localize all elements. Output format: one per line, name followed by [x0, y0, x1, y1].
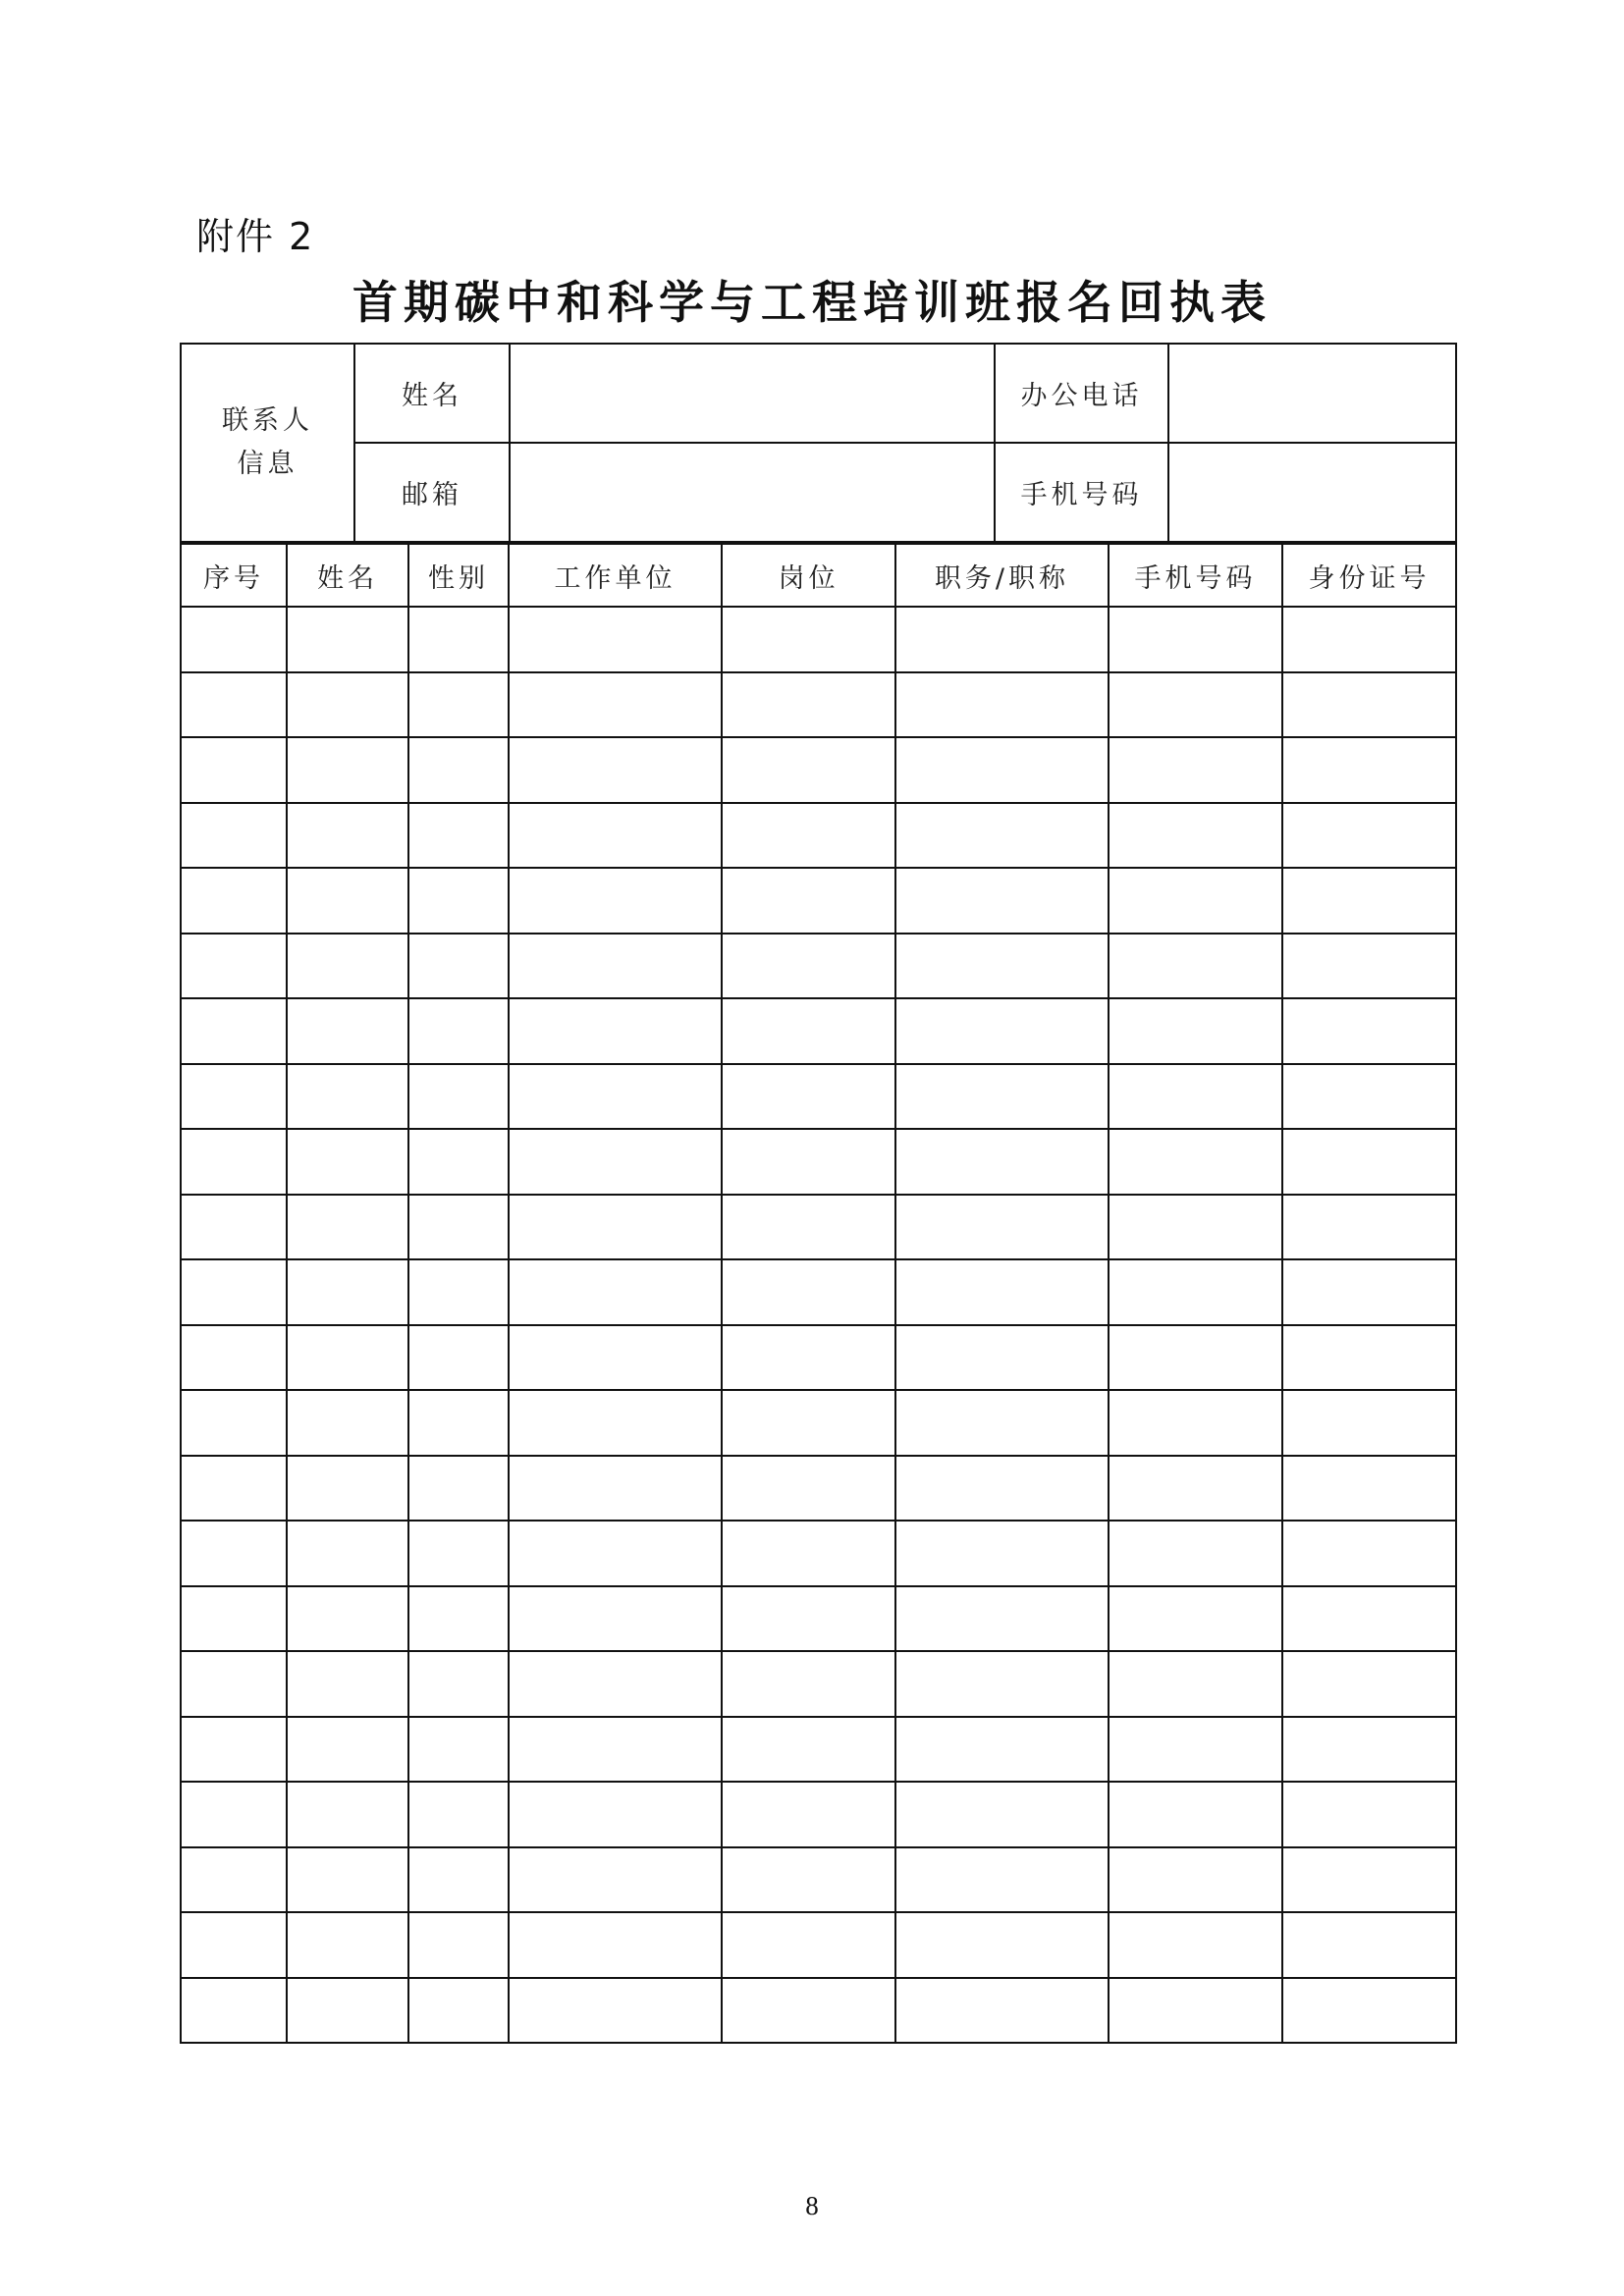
table-cell[interactable] — [181, 1259, 287, 1325]
table-cell[interactable] — [1282, 737, 1456, 803]
table-cell[interactable] — [408, 1195, 509, 1260]
table-cell[interactable] — [287, 737, 408, 803]
table-cell[interactable] — [1282, 1195, 1456, 1260]
table-cell[interactable] — [722, 1912, 895, 1978]
table-cell[interactable] — [287, 1129, 408, 1195]
table-cell[interactable] — [287, 607, 408, 672]
table-cell[interactable] — [1109, 1390, 1282, 1456]
table-cell[interactable] — [722, 1325, 895, 1391]
table-cell[interactable] — [895, 1847, 1109, 1913]
table-cell[interactable] — [1109, 803, 1282, 869]
table-cell[interactable] — [895, 803, 1109, 869]
table-cell[interactable] — [722, 868, 895, 934]
form-title: 首期碳中和科学与工程培训班报名回执表 — [352, 276, 1272, 329]
table-row — [181, 1129, 1456, 1195]
table-row — [181, 934, 1456, 999]
table-row — [181, 1259, 1456, 1325]
table-row — [181, 998, 1456, 1064]
table-cell[interactable] — [287, 1259, 408, 1325]
table-cell[interactable] — [1282, 1521, 1456, 1586]
table-cell[interactable] — [722, 1782, 895, 1847]
table-cell[interactable] — [1282, 1390, 1456, 1456]
table-row — [181, 672, 1456, 738]
table-row — [181, 1456, 1456, 1522]
table-cell[interactable] — [287, 1847, 408, 1913]
table-cell[interactable] — [509, 1847, 722, 1913]
table-cell[interactable] — [1109, 1847, 1282, 1913]
col-header-position: 岗位 — [722, 544, 895, 607]
table-cell[interactable] — [408, 1325, 509, 1391]
table-cell[interactable] — [181, 1978, 287, 2044]
table-cell[interactable] — [722, 607, 895, 672]
col-header-title: 职务/职称 — [895, 544, 1109, 607]
col-header-id-number: 身份证号 — [1282, 544, 1456, 607]
table-row — [181, 1325, 1456, 1391]
table-header-row — [181, 544, 1456, 607]
table-row — [181, 1521, 1456, 1586]
table-cell[interactable] — [509, 737, 722, 803]
table-cell[interactable] — [1109, 1325, 1282, 1391]
table-cell[interactable] — [1282, 1717, 1456, 1783]
contact-info-table — [180, 343, 1457, 543]
table-cell[interactable] — [408, 1521, 509, 1586]
table-cell[interactable] — [287, 1325, 408, 1391]
table-cell[interactable] — [1282, 1847, 1456, 1913]
table-cell[interactable] — [181, 934, 287, 999]
table-cell[interactable] — [181, 1717, 287, 1783]
table-cell[interactable] — [722, 1129, 895, 1195]
table-cell[interactable] — [1282, 1064, 1456, 1130]
table-cell[interactable] — [1282, 803, 1456, 869]
table-cell[interactable] — [287, 1717, 408, 1783]
table-cell[interactable] — [408, 1912, 509, 1978]
table-cell[interactable] — [722, 1456, 895, 1522]
table-cell[interactable] — [1109, 1651, 1282, 1717]
page-number: 8 — [805, 2191, 819, 2220]
table-cell[interactable] — [408, 934, 509, 999]
table-cell[interactable] — [181, 1521, 287, 1586]
table-cell[interactable] — [895, 737, 1109, 803]
table-cell[interactable] — [895, 1390, 1109, 1456]
table-row — [181, 1195, 1456, 1260]
table-cell[interactable] — [1109, 1064, 1282, 1130]
office-phone-field[interactable] — [1168, 344, 1456, 443]
table-cell[interactable] — [895, 607, 1109, 672]
table-cell[interactable] — [408, 1064, 509, 1130]
table-cell[interactable] — [181, 1912, 287, 1978]
table-cell[interactable] — [722, 1847, 895, 1913]
table-cell[interactable] — [1282, 868, 1456, 934]
table-cell[interactable] — [408, 1586, 509, 1652]
table-cell[interactable] — [1109, 1782, 1282, 1847]
contact-name-field[interactable] — [510, 344, 995, 443]
table-cell[interactable] — [1282, 934, 1456, 999]
table-row — [181, 1912, 1456, 1978]
attachment-label: 附件 2 — [196, 215, 315, 258]
table-cell[interactable] — [509, 1129, 722, 1195]
table-cell[interactable] — [509, 1325, 722, 1391]
table-cell[interactable] — [509, 934, 722, 999]
table-cell[interactable] — [408, 1847, 509, 1913]
contact-name-label: 姓名 — [354, 344, 510, 443]
table-cell[interactable] — [181, 998, 287, 1064]
table-cell[interactable] — [287, 803, 408, 869]
table-cell[interactable] — [181, 1456, 287, 1522]
table-cell[interactable] — [181, 868, 287, 934]
table-cell[interactable] — [895, 868, 1109, 934]
table-cell[interactable] — [408, 1717, 509, 1783]
table-cell[interactable] — [181, 607, 287, 672]
table-cell[interactable] — [722, 1717, 895, 1783]
table-cell[interactable] — [722, 934, 895, 999]
email-label: 邮箱 — [354, 443, 510, 542]
table-cell[interactable] — [722, 1586, 895, 1652]
registration-table — [180, 543, 1457, 2044]
table-cell[interactable] — [895, 1259, 1109, 1325]
table-cell[interactable] — [1109, 1129, 1282, 1195]
table-cell[interactable] — [287, 1912, 408, 1978]
table-cell[interactable] — [287, 934, 408, 999]
table-cell[interactable] — [895, 1325, 1109, 1391]
table-cell[interactable] — [895, 1651, 1109, 1717]
table-cell[interactable] — [895, 672, 1109, 738]
table-cell[interactable] — [1109, 1521, 1282, 1586]
table-cell[interactable] — [895, 1064, 1109, 1130]
table-cell[interactable] — [509, 1521, 722, 1586]
table-row — [181, 1064, 1456, 1130]
table-cell[interactable] — [287, 1651, 408, 1717]
table-cell[interactable] — [509, 607, 722, 672]
table-cell[interactable] — [1282, 1456, 1456, 1522]
office-phone-label: 办公电话 — [995, 344, 1168, 443]
table-cell[interactable] — [287, 998, 408, 1064]
table-cell[interactable] — [895, 1782, 1109, 1847]
table-cell[interactable] — [509, 1782, 722, 1847]
table-cell[interactable] — [287, 1064, 408, 1130]
col-header-index: 序号 — [181, 544, 287, 607]
table-cell[interactable] — [895, 1521, 1109, 1586]
table-cell[interactable] — [1282, 672, 1456, 738]
table-cell[interactable] — [181, 1129, 287, 1195]
table-cell[interactable] — [408, 607, 509, 672]
col-header-name: 姓名 — [287, 544, 408, 607]
table-cell[interactable] — [408, 803, 509, 869]
table-cell[interactable] — [722, 1064, 895, 1130]
table-row — [181, 1651, 1456, 1717]
table-cell[interactable] — [895, 1717, 1109, 1783]
table-cell[interactable] — [895, 1586, 1109, 1652]
table-cell[interactable] — [722, 1195, 895, 1260]
table-cell[interactable] — [181, 737, 287, 803]
contact-section-label: 联系人 信息 — [181, 344, 354, 542]
table-cell[interactable] — [1282, 1586, 1456, 1652]
table-cell[interactable] — [181, 672, 287, 738]
table-cell[interactable] — [722, 1259, 895, 1325]
col-header-mobile: 手机号码 — [1109, 544, 1282, 607]
table-cell[interactable] — [287, 1521, 408, 1586]
table-cell[interactable] — [895, 998, 1109, 1064]
table-cell[interactable] — [1109, 998, 1282, 1064]
table-cell[interactable] — [408, 1259, 509, 1325]
table-cell[interactable] — [1109, 1195, 1282, 1260]
table-row — [181, 1586, 1456, 1652]
table-cell[interactable] — [509, 803, 722, 869]
table-cell[interactable] — [181, 803, 287, 869]
table-cell[interactable] — [1282, 607, 1456, 672]
table-cell[interactable] — [509, 1195, 722, 1260]
table-cell[interactable] — [1109, 1717, 1282, 1783]
table-row — [181, 803, 1456, 869]
table-cell[interactable] — [722, 803, 895, 869]
table-cell[interactable] — [509, 1717, 722, 1783]
table-cell[interactable] — [722, 672, 895, 738]
table-cell[interactable] — [1109, 1456, 1282, 1522]
table-cell[interactable] — [722, 1978, 895, 2044]
table-cell[interactable] — [509, 868, 722, 934]
table-cell[interactable] — [181, 1390, 287, 1456]
table-cell[interactable] — [408, 1129, 509, 1195]
table-cell[interactable] — [287, 1782, 408, 1847]
table-cell[interactable] — [1109, 868, 1282, 934]
table-cell[interactable] — [181, 1064, 287, 1130]
table-cell[interactable] — [509, 1259, 722, 1325]
col-header-employer: 工作单位 — [509, 544, 722, 607]
table-cell[interactable] — [408, 737, 509, 803]
table-cell[interactable] — [181, 1847, 287, 1913]
table-cell[interactable] — [509, 1390, 722, 1456]
table-cell[interactable] — [1282, 1978, 1456, 2044]
table-cell[interactable] — [1109, 1586, 1282, 1652]
table-cell[interactable] — [1109, 672, 1282, 738]
mobile-field[interactable] — [1168, 443, 1456, 542]
table-cell[interactable] — [287, 868, 408, 934]
table-cell[interactable] — [895, 1195, 1109, 1260]
table-cell[interactable] — [1109, 1259, 1282, 1325]
table-cell[interactable] — [181, 1782, 287, 1847]
table-cell[interactable] — [722, 1651, 895, 1717]
table-cell[interactable] — [895, 1456, 1109, 1522]
table-cell[interactable] — [1109, 1978, 1282, 2044]
table-cell[interactable] — [408, 998, 509, 1064]
table-cell[interactable] — [181, 1651, 287, 1717]
table-cell[interactable] — [895, 934, 1109, 999]
table-row — [181, 737, 1456, 803]
table-cell[interactable] — [287, 1978, 408, 2044]
table-cell[interactable] — [509, 1456, 722, 1522]
table-cell[interactable] — [287, 1390, 408, 1456]
table-cell[interactable] — [1282, 1325, 1456, 1391]
table-cell[interactable] — [181, 1195, 287, 1260]
table-cell[interactable] — [509, 672, 722, 738]
table-cell[interactable] — [509, 1651, 722, 1717]
table-cell[interactable] — [1282, 1129, 1456, 1195]
table-row — [181, 1847, 1456, 1913]
email-field[interactable] — [510, 443, 995, 542]
col-header-gender: 性别 — [408, 544, 509, 607]
table-cell[interactable] — [1282, 1259, 1456, 1325]
table-row — [181, 1390, 1456, 1456]
table-row — [181, 1782, 1456, 1847]
table-cell[interactable] — [722, 1390, 895, 1456]
table-cell[interactable] — [722, 1521, 895, 1586]
table-cell[interactable] — [408, 672, 509, 738]
table-cell[interactable] — [1282, 1912, 1456, 1978]
table-cell[interactable] — [287, 1586, 408, 1652]
table-cell[interactable] — [895, 1912, 1109, 1978]
table-cell[interactable] — [408, 868, 509, 934]
table-cell[interactable] — [509, 998, 722, 1064]
table-row — [181, 607, 1456, 672]
table-cell[interactable] — [1109, 737, 1282, 803]
table-cell[interactable] — [1282, 1651, 1456, 1717]
table-cell[interactable] — [895, 1978, 1109, 2044]
table-cell[interactable] — [509, 1912, 722, 1978]
table-row — [181, 1978, 1456, 2044]
table-cell[interactable] — [287, 1456, 408, 1522]
table-cell[interactable] — [722, 737, 895, 803]
table-cell[interactable] — [408, 1978, 509, 2044]
table-cell[interactable] — [509, 1586, 722, 1652]
table-cell[interactable] — [408, 1390, 509, 1456]
table-cell[interactable] — [1282, 1782, 1456, 1847]
table-cell[interactable] — [895, 1129, 1109, 1195]
table-cell[interactable] — [287, 672, 408, 738]
table-cell[interactable] — [181, 1586, 287, 1652]
table-cell[interactable] — [408, 1782, 509, 1847]
table-cell[interactable] — [1109, 1912, 1282, 1978]
table-cell[interactable] — [181, 1325, 287, 1391]
table-cell[interactable] — [1109, 607, 1282, 672]
table-cell[interactable] — [722, 998, 895, 1064]
mobile-label: 手机号码 — [995, 443, 1168, 542]
table-row — [181, 1717, 1456, 1783]
table-cell[interactable] — [509, 1064, 722, 1130]
table-row — [181, 868, 1456, 934]
table-cell[interactable] — [509, 1978, 722, 2044]
table-cell[interactable] — [1282, 998, 1456, 1064]
table-cell[interactable] — [408, 1456, 509, 1522]
registration-rows — [181, 607, 1456, 2043]
table-cell[interactable] — [408, 1651, 509, 1717]
table-cell[interactable] — [287, 1195, 408, 1260]
table-cell[interactable] — [1109, 934, 1282, 999]
